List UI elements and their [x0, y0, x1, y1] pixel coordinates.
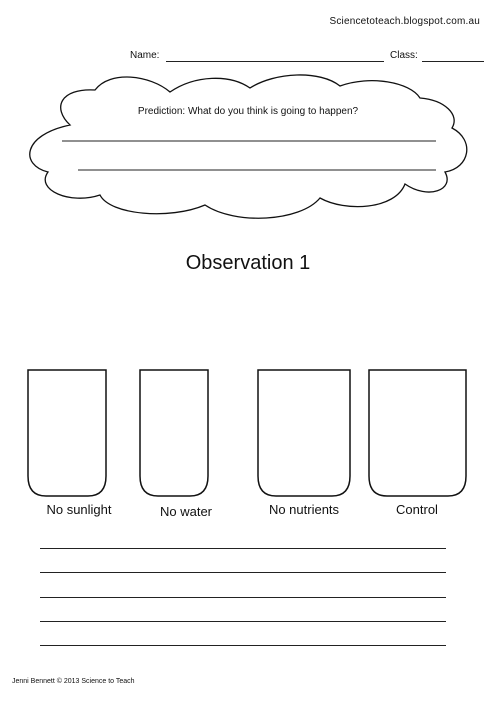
- cup-label-no-water: No water: [159, 504, 213, 519]
- writing-line[interactable]: [40, 572, 446, 573]
- writing-line[interactable]: [40, 548, 446, 549]
- cup-outline-control: [369, 370, 466, 496]
- cup-outline-no-sunlight: [28, 370, 106, 496]
- observation-title: Observation 1: [185, 252, 311, 274]
- writing-line[interactable]: [40, 597, 446, 598]
- writing-line[interactable]: [40, 621, 446, 622]
- cup-label-control: Control: [396, 502, 438, 517]
- copyright-footer: Jenni Bennett © 2013 Science to Teach: [12, 678, 135, 685]
- cup-label-no-sunlight: No sunlight: [46, 502, 112, 517]
- name-label: Name:: [130, 50, 160, 61]
- cup-outline-no-nutrients: [258, 370, 350, 496]
- website-url: Sciencetoteach.blogspot.com.au: [329, 16, 480, 27]
- prediction-prompt: Prediction: What do you think is going to happen?: [137, 106, 359, 117]
- class-label: Class:: [390, 50, 418, 61]
- cup-label-no-nutrients: No nutrients: [268, 502, 340, 517]
- writing-line[interactable]: [40, 645, 446, 646]
- cup-outline-no-water: [140, 370, 208, 496]
